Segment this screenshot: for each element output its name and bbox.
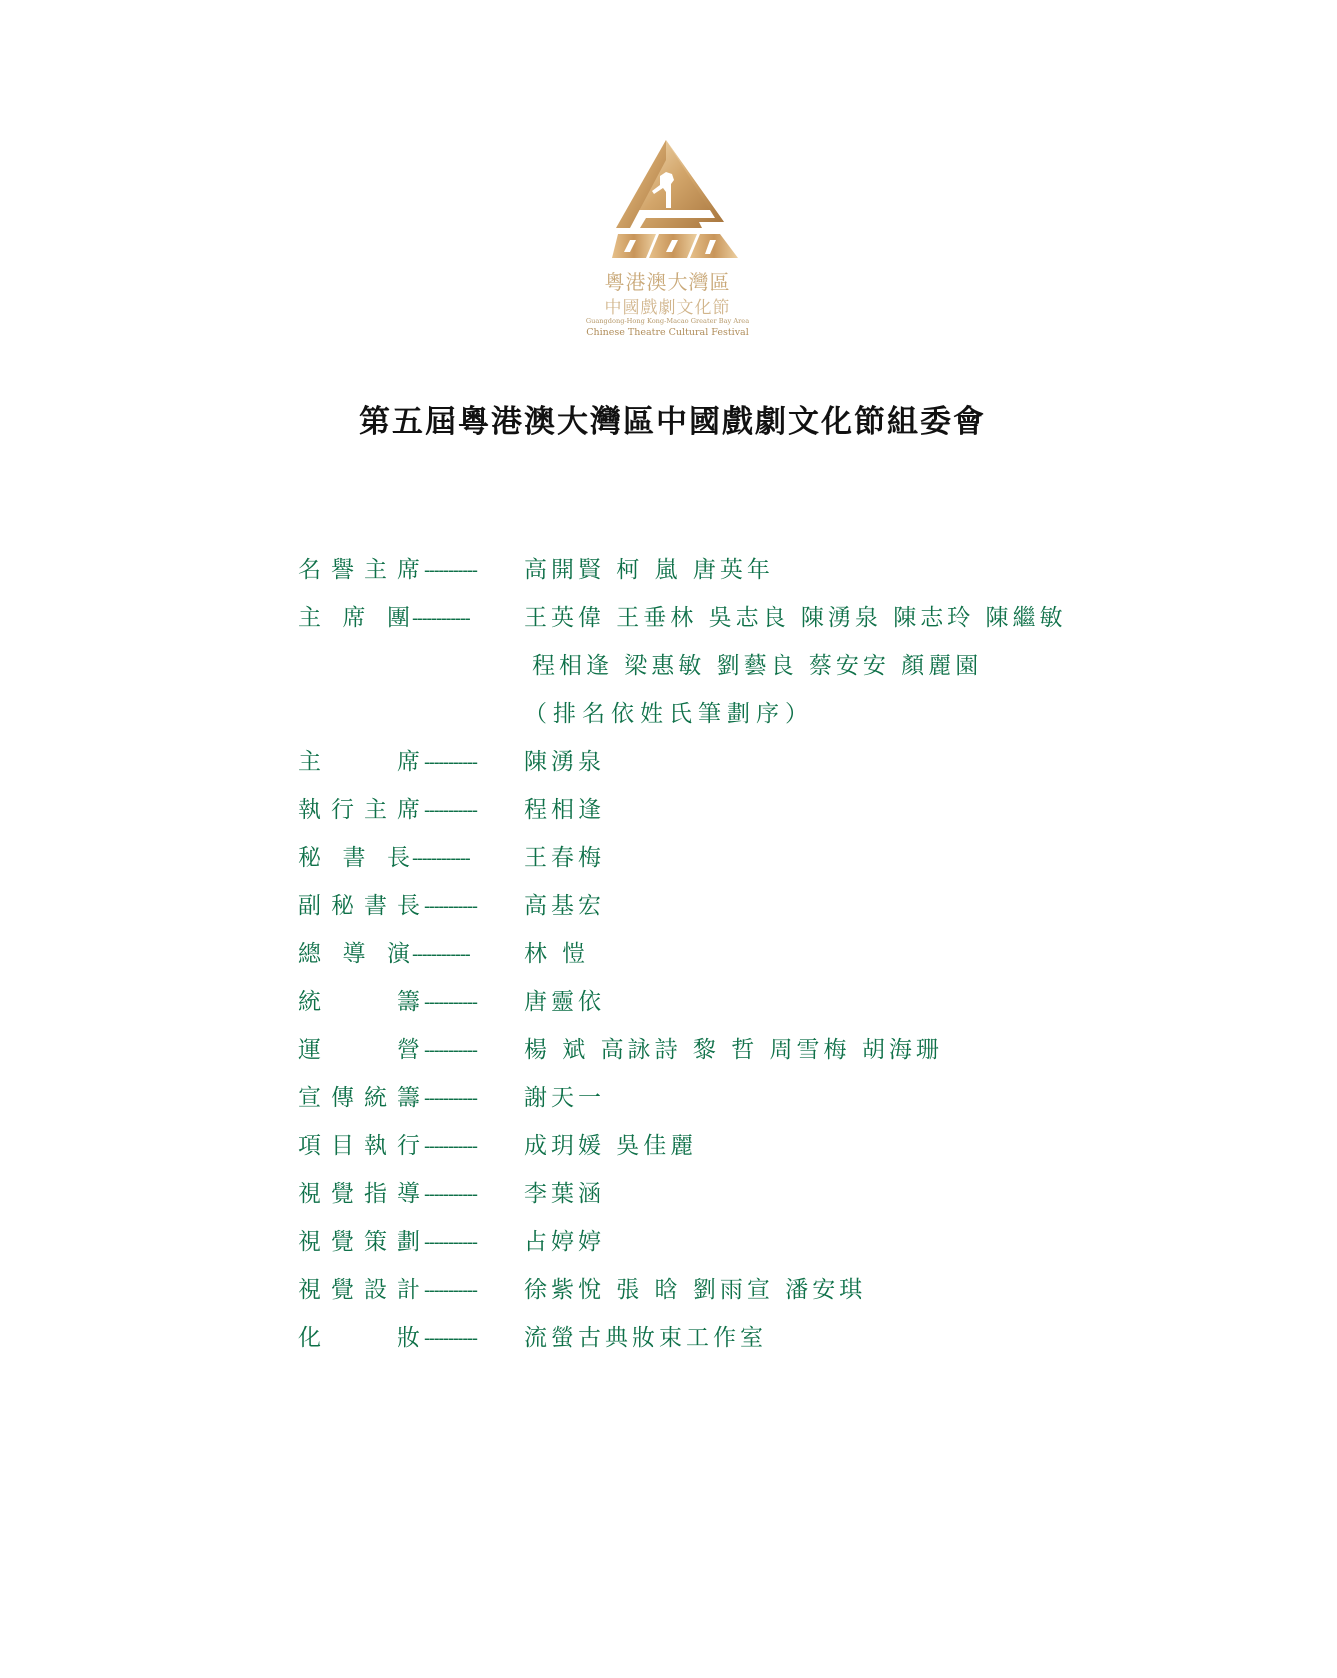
role-label — [298, 936, 410, 972]
role-label-char: 覺 — [331, 1181, 354, 1207]
role-label-char: 妝 — [397, 1325, 420, 1351]
role-label-char: 主 — [298, 605, 321, 631]
role-label-char: 長 — [387, 845, 410, 871]
dash-leader: ----------- — [424, 896, 477, 916]
dash-leader: ------------ — [412, 608, 470, 628]
role-label-char: 導 — [342, 941, 366, 967]
role-label-char: 導 — [397, 1181, 420, 1207]
role-label-char: 主 — [298, 749, 321, 775]
dash-leader: ----------- — [424, 1328, 477, 1348]
member-names: 陳湧泉 — [524, 749, 605, 775]
dash-leader: ----------- — [424, 1040, 477, 1060]
role-label — [298, 1272, 420, 1308]
member-names: 林 愷 — [524, 941, 590, 967]
role-label-char: 譽 — [331, 557, 354, 583]
role-label-char: 營 — [397, 1037, 420, 1063]
role-label — [298, 1224, 420, 1260]
dash-leader: ----------- — [424, 1232, 477, 1252]
member-names: 程相逢 — [524, 797, 605, 823]
member-names: 成玥媛 吳佳麗 — [524, 1133, 698, 1159]
role-label — [298, 792, 420, 828]
role-label — [298, 1128, 420, 1164]
member-names: 流螢古典妝束工作室 — [524, 1325, 767, 1351]
role-label-char: 副 — [298, 893, 321, 919]
role-label — [298, 984, 420, 1020]
role-label-char: 傳 — [331, 1085, 354, 1111]
role-label-char: 策 — [364, 1229, 387, 1255]
role-label-char: 指 — [364, 1181, 387, 1207]
dash-leader: ----------- — [424, 1136, 477, 1156]
logo-chinese-name-line-1: 粵港澳大灣區 — [604, 270, 731, 294]
role-label — [298, 1032, 420, 1068]
role-label-char: 執 — [364, 1133, 387, 1159]
member-names: 謝天一 — [524, 1085, 605, 1111]
member-names: 王春梅 — [524, 845, 605, 871]
role-label-char: 秘 — [331, 893, 354, 919]
member-names: 王英偉 王垂林 吳志良 陳湧泉 陳志玲 陳繼敏 — [524, 605, 1067, 631]
member-names: 楊 斌 高詠詩 黎 哲 周雪梅 胡海珊 — [524, 1037, 943, 1063]
dash-leader: ------------ — [412, 848, 470, 868]
role-label — [298, 600, 410, 636]
role-label — [298, 1320, 420, 1356]
role-label-char: 劃 — [397, 1229, 420, 1255]
role-label — [298, 840, 410, 876]
role-label — [298, 1080, 420, 1116]
role-label-char: 統 — [364, 1085, 387, 1111]
member-names: 李葉涵 — [524, 1181, 605, 1207]
festival-logo — [560, 130, 775, 345]
ordering-note: （排名依姓氏筆劃序） — [524, 701, 814, 727]
role-label-char: 主 — [364, 557, 387, 583]
member-names: 占婷婷 — [524, 1229, 605, 1255]
dash-leader: ----------- — [424, 752, 477, 772]
role-label — [298, 888, 420, 924]
dash-leader: ------------ — [412, 944, 470, 964]
role-label — [298, 744, 420, 780]
role-label-char: 運 — [298, 1037, 321, 1063]
role-label-char: 目 — [331, 1133, 354, 1159]
page-title-text: 第五屆粵港澳大灣區中國戲劇文化節組委會 — [359, 404, 986, 440]
role-label-char: 覺 — [331, 1229, 354, 1255]
role-label-char: 籌 — [397, 989, 420, 1015]
role-label-char: 席 — [397, 557, 420, 583]
role-label-char: 宣 — [298, 1085, 321, 1111]
role-label-char: 團 — [387, 605, 410, 631]
member-names-continued: 程相逢 梁惠敏 劉藝良 蔡安安 顏麗園 — [532, 653, 983, 679]
triangle-logo-icon — [560, 130, 775, 265]
role-label-char: 計 — [397, 1277, 420, 1303]
logo-english-name-line-1: Guangdong-Hong Kong-Macao Greater Bay Area — [585, 317, 750, 325]
dash-leader: ----------- — [424, 1280, 477, 1300]
role-label-char: 統 — [298, 989, 321, 1015]
role-label — [298, 1176, 420, 1212]
role-label-char: 席 — [397, 797, 420, 823]
role-label-char: 行 — [331, 797, 354, 823]
role-label-char: 名 — [298, 557, 321, 583]
dash-leader: ----------- — [424, 1088, 477, 1108]
member-names: 徐紫悅 張 晗 劉雨宣 潘安琪 — [524, 1277, 867, 1303]
role-label-char: 秘 — [298, 845, 321, 871]
role-label-char: 設 — [364, 1277, 387, 1303]
member-names: 高基宏 — [524, 893, 605, 919]
role-label-char: 行 — [397, 1133, 420, 1159]
role-label-char: 長 — [397, 893, 420, 919]
role-label-char: 執 — [298, 797, 321, 823]
role-label-char: 書 — [364, 893, 387, 919]
dash-leader: ----------- — [424, 800, 477, 820]
role-label-char: 覺 — [331, 1277, 354, 1303]
role-label-char: 籌 — [397, 1085, 420, 1111]
role-label — [298, 552, 420, 588]
role-label-char: 席 — [397, 749, 420, 775]
role-label-char: 化 — [298, 1325, 321, 1351]
dash-leader: ----------- — [424, 992, 477, 1012]
role-label-char: 總 — [298, 941, 321, 967]
dash-leader: ----------- — [424, 560, 477, 580]
role-label-char: 視 — [298, 1277, 321, 1303]
dash-leader: ----------- — [424, 1184, 477, 1204]
role-label-char: 視 — [298, 1229, 321, 1255]
page-title — [0, 396, 1337, 441]
member-names: 高開賢 柯 嵐 唐英年 — [524, 557, 774, 583]
member-names: 唐靈依 — [524, 989, 605, 1015]
role-label-char: 書 — [342, 845, 366, 871]
role-label-char: 席 — [342, 605, 366, 631]
logo-chinese-name-line-2: 中國戲劇文化節 — [604, 298, 731, 318]
role-label-char: 視 — [298, 1181, 321, 1207]
role-label-char: 演 — [387, 941, 410, 967]
role-label-char: 主 — [364, 797, 387, 823]
logo-english-name-line-2: Chinese Theatre Cultural Festival — [586, 327, 749, 338]
role-label-char: 項 — [298, 1133, 321, 1159]
